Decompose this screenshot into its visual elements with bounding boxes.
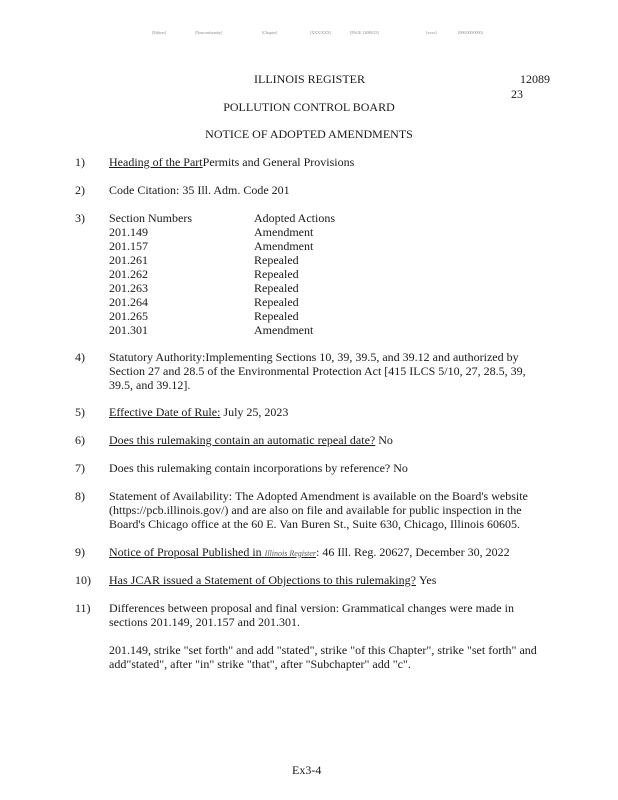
item-value: 35 Ill. Adm. Code 201: [182, 183, 290, 197]
item-number: 6): [75, 433, 85, 447]
differences-line: [109, 601, 514, 616]
item-number: 8): [75, 489, 85, 503]
section-number: 201.261: [109, 253, 148, 267]
differences-detail: 201.149, strike "set forth" and add "stated", strike "of this Chapter", strike "set forth" and: [109, 643, 537, 657]
adopted-action: Repealed: [254, 281, 299, 295]
availability-line: [109, 489, 528, 504]
item-number: 4): [75, 350, 85, 364]
item-value: Grammatical changes were made in: [342, 601, 514, 615]
illinois-register-word: Illinois Register: [264, 549, 316, 558]
item-value: Permits and General Provisions: [202, 155, 355, 169]
item-label: Notice of Proposal Published in Illinois Register: [109, 545, 316, 559]
adopted-actions-header: Adopted Actions: [254, 211, 335, 225]
item-number: 1): [75, 155, 85, 169]
item-label: Statutory Authority:: [109, 350, 206, 364]
adopted-action: Repealed: [254, 253, 299, 267]
item-label: Has JCAR issued a Statement of Objections to this rulemaking?: [109, 573, 416, 587]
item-value: Implementing Sections 10, 39, 39.5, and 39.12 and authorized by: [205, 350, 519, 364]
item-value: The Adopted Amendment is available on the Board's website: [235, 489, 528, 503]
statutory-authority-line: Section 27 and 28.5 of the Environmental Protection Act [415 ILCS 5/10, 27, 28.5, 39,: [109, 364, 526, 378]
proposal-published: [109, 545, 510, 560]
automatic-repeal-question: [109, 433, 393, 448]
availability-line: Board's Chicago office at the 60 E. Van Buren St., Suite 630, Chicago, Illinois 60605.: [109, 517, 520, 531]
adopted-action: Repealed: [254, 267, 299, 281]
item-number: 3): [75, 211, 85, 225]
item-label: Code Citation:: [109, 183, 180, 197]
item-label: Differences between proposal and final version:: [109, 601, 340, 615]
item-number: 9): [75, 545, 85, 559]
register-issue-number: 23: [511, 87, 523, 101]
item-value: No: [378, 433, 393, 447]
board-name: POLLUTION CONTROL BOARD: [223, 100, 395, 114]
header-artifact: [Chapter]: [262, 30, 278, 35]
item-number: 10): [75, 573, 91, 587]
adopted-action: Amendment: [254, 225, 314, 239]
item-value: July 25, 2023: [223, 405, 289, 419]
adopted-action: Repealed: [254, 295, 299, 309]
header-artifact: [XXX/XXX]: [310, 30, 332, 35]
item-label: Does this rulemaking contain an automatic repeal date?: [109, 433, 376, 447]
section-number: 201.301: [109, 323, 148, 337]
section-number: 201.262: [109, 267, 148, 281]
jcar-objections-question: [109, 573, 436, 588]
section-numbers-header: Section Numbers: [109, 211, 192, 225]
item-code-citation: [109, 183, 290, 198]
effective-date: [109, 405, 288, 420]
adopted-action: Amendment: [254, 323, 314, 337]
item-value: : 46 Ill. Reg. 20627, December 30, 2022: [315, 545, 510, 559]
header-artifact: [Nonconformity]: [195, 30, 223, 35]
item-label: Statement of Availability:: [109, 489, 233, 503]
statutory-authority-line: 39.5, and 39.12].: [109, 378, 191, 392]
item-number: 11): [75, 601, 91, 615]
register-page-number: 12089: [520, 72, 550, 86]
section-number: 201.264: [109, 295, 148, 309]
statutory-authority-line: [109, 350, 519, 365]
header-artifact: [PAGE 12089/23]: [350, 30, 379, 35]
incorporations-question: [109, 461, 408, 476]
item-number: 5): [75, 405, 85, 419]
section-number: 201.149: [109, 225, 148, 239]
item-value: No: [393, 461, 408, 475]
page-footer: Ex3-4: [292, 763, 322, 777]
notice-title: NOTICE OF ADOPTED AMENDMENTS: [205, 127, 413, 141]
item-label: Heading of the Part: [109, 155, 203, 169]
item-label: Effective Date of Rule:: [109, 405, 221, 419]
section-number: 201.265: [109, 309, 148, 323]
differences-line: sections 201.149, 201.157 and 201.301.: [109, 615, 300, 629]
header-artifact: [000/000/0000]: [458, 30, 483, 35]
availability-line: (https://pcb.illinois.gov/) and are also on file and available for public inspection in the: [109, 503, 522, 517]
section-number: 201.157: [109, 239, 148, 253]
section-number: 201.263: [109, 281, 148, 295]
item-label: Does this rulemaking contain incorporations by reference?: [109, 461, 391, 475]
header-artifact: [xxxx]: [426, 30, 437, 35]
item-value: Yes: [418, 573, 437, 587]
item-number: 2): [75, 183, 85, 197]
item-heading: [109, 155, 354, 170]
register-title: ILLINOIS REGISTER: [254, 72, 365, 86]
header-artifact: [Editors]: [152, 30, 167, 35]
differences-detail: add"stated", after "in" strike "that", after "Subchapter" add "c".: [109, 657, 411, 671]
adopted-action: Repealed: [254, 309, 299, 323]
item-number: 7): [75, 461, 85, 475]
adopted-action: Amendment: [254, 239, 314, 253]
